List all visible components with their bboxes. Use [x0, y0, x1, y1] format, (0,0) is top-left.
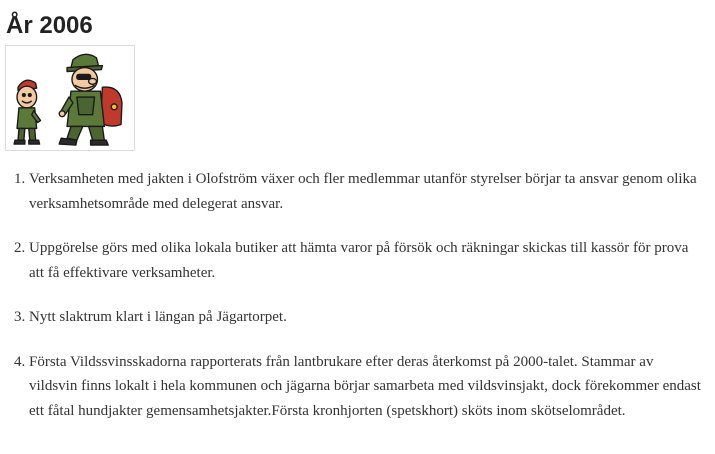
hunters-illustration — [5, 45, 135, 151]
history-list — [0, 167, 705, 443]
list-item: 4. Första Vildssvinsskadorna rapporterats från lantbrukare efter deras återkomst på 2000-talet. Stammar av vildsvin finns lokalt i hela kommunen och jägarna börjar samarbeta med vildsvinsjakt, dock förekommer endast ett fåtal hundjakter gemensamhetsjakter.Första kronhjorten (spetskhort) sköts inom skötselområdet. — [29, 350, 705, 424]
list-item: 3. Nytt slaktrum klart i längan på Jägartorpet. — [29, 305, 705, 330]
small-hunter-figure — [14, 80, 40, 144]
list-item: 2. Uppgörelse görs med olika lokala butiker att hämta varor på försök och räkningar skickas till kassör för prova att få effektivare verksamheter. — [29, 236, 705, 285]
page-title: År 2006 — [6, 12, 93, 39]
list-item: 1. Verksamheten med jakten i Olofström växer och fler medlemmar utanför styrelser börjar ta ansvar genom olika verksamhetsområde med delegerat ansvar. — [29, 167, 705, 216]
tall-hunter-figure — [59, 54, 122, 145]
cartoon-hunters-icon — [6, 46, 134, 150]
